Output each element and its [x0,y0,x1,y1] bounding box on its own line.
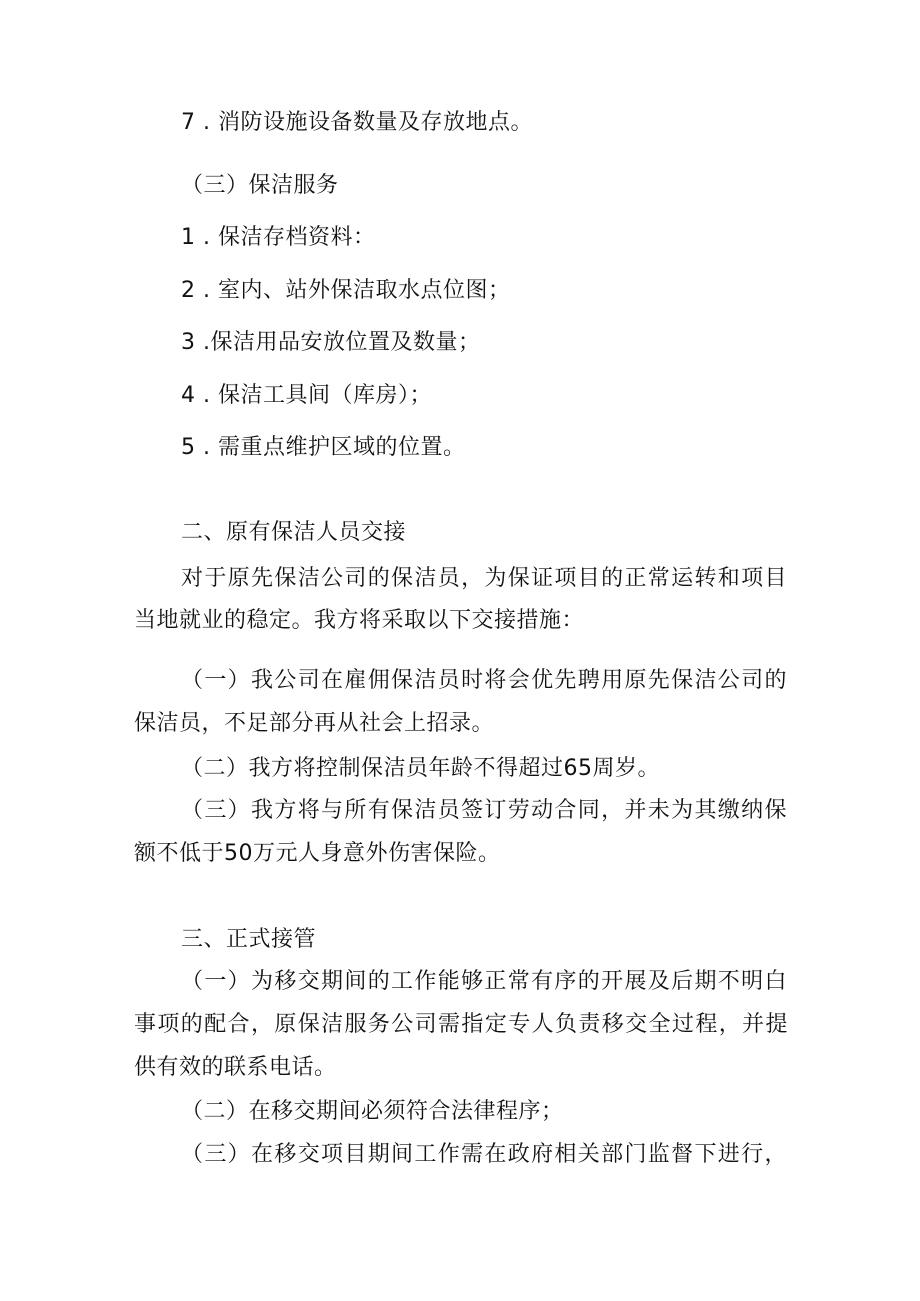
section-two-point1-line1: （一）我公司在雇佣保洁员时将会优先聘用原先保洁公司的 [181,668,787,693]
list-item-supplies-location: 3 .保洁用品安放位置及数量； [181,330,481,355]
section-three-point1-line1: （一）为移交期间的工作能够正常有序的开展及后期不明白 [181,969,787,994]
list-item-tool-room: 4 . 保洁工具间（库房）； [181,383,432,408]
section-two-point3-line2: 额不低于50万元人身意外伤害保险。 [134,841,501,866]
section-two-intro-line1: 对于原先保洁公司的保洁员，为保证项目的正常运转和项目 [181,566,787,591]
list-item-water-points: 2 . 室内、站外保洁取水点位图； [181,278,511,303]
list-item-cleaning-archive: 1 . 保洁存档资料： [181,225,376,250]
list-item-fire-equipment: 7 . 消防设施设备数量及存放地点。 [181,110,533,135]
section-two-point3-line1: （三）我方将与所有保洁员签订劳动合同，并未为其缴纳保 [181,798,787,823]
list-item-key-areas: 5 . 需重点维护区域的位置。 [181,435,466,460]
section-three-point3-line1: （三）在移交项目期间工作需在政府相关部门监督下进行， [181,1142,787,1167]
section-two-intro-line2: 当地就业的稳定。我方将采取以下交接措施： [134,608,585,633]
section-two-point1-line2: 保洁员，不足部分再从社会上招录。 [134,711,495,736]
section-three-heading: 三、正式接管 [181,927,317,952]
section-three-point1-line3: 供有效的联系电话。 [134,1055,337,1080]
section-three-point1-line2: 事项的配合，原保洁服务公司需指定专人负责移交全过程，并提 [134,1012,788,1037]
section-three-point2: （二）在移交期间必须符合法律程序； [181,1099,564,1124]
section-two-heading: 二、原有保洁人员交接 [181,520,407,545]
section-two-point2: （二）我方将控制保洁员年龄不得超过65周岁。 [181,756,660,781]
cleaning-service-heading: （三）保洁服务 [181,173,339,198]
